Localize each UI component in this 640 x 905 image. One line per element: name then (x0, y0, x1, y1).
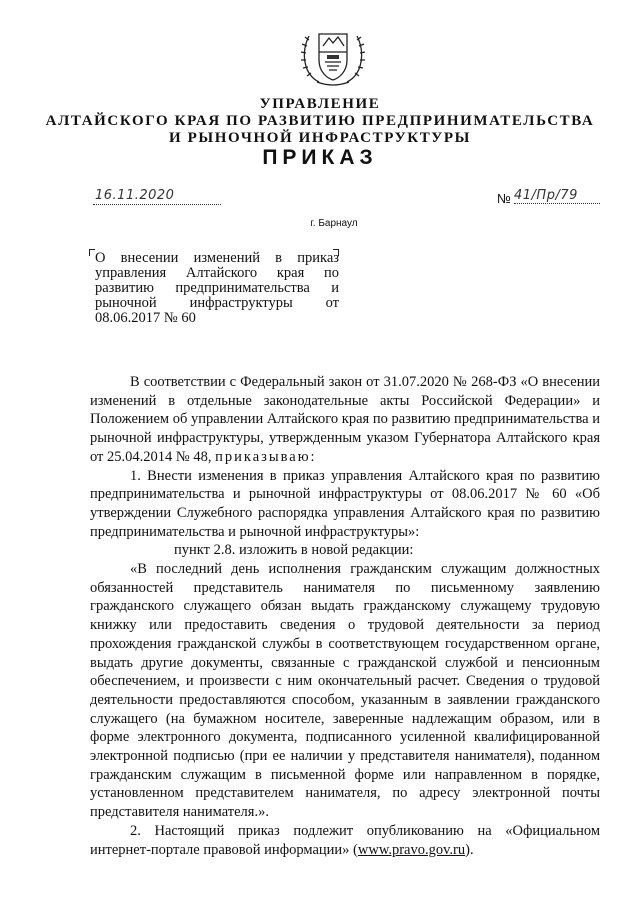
org-name-line-2: АЛТАЙСКОГО КРАЯ ПО РАЗВИТИЮ ПРЕДПРИНИМАТЕЛЬСТВА (45, 113, 595, 129)
org-name-line-3: И РЫНОЧНОЙ ИНФРАСТРУКТУРЫ (169, 130, 471, 146)
clause-2-end: ). (465, 841, 474, 858)
preamble-paragraph (90, 373, 600, 467)
order-keyword: приказываю: (215, 448, 317, 465)
order-body (90, 373, 600, 859)
order-subject: О внесении изменений в приказ управления Алтайского края по развитию предпринимательства и рыночной инфраструктуры от 08.06.2017 № 60 (95, 250, 339, 326)
city-name: г. Барнаул (310, 218, 358, 229)
preamble-text: В соответствии с Федеральный закон от 31.07.2020 № 268-ФЗ «О внесении изменений в отдельные законодательные акты Российской Федерации» и Положением об управлении Алтайского края по развитию предпринимательства и рыночной инфраструктуры, утвержденным указом Губернатора Алтайского края от 25.04.2014 № 48, (90, 374, 600, 465)
coat-of-arms-emblem (297, 22, 369, 90)
clause-1-quoted-text: «В последний день исполнения гражданским служащим должностных обязанностей представитель нанимателя по письменному заявлению гражданского служащего обязан выдать гражданскому служащему трудовую книжку или предоставить сведения о трудовой деятельности за период прохождения гражданской службы в соответствующем государственном органе, выдать другие документы, связанные с гражданской службой и пенсионным обеспечением, и произвести с ним окончательный расчет. Сведения о трудовой деятельности предоставляются способом, указанным в заявлении гражданского служащего (на бумажном носителе, заверенные надлежащим образом, или в форме электронного документа, подписанного усиленной квалифицированной электронной подписью (при ее наличии у представителя нанимателя), поданном гражданским служащим в письменной форме или направленном в порядке, установленном представителем нанимателя, по адресу электронной почты представителя нанимателя.». (90, 561, 600, 821)
clause-2-text: 2. Настоящий приказ подлежит опубликованию на «Официальном интернет-портале правовой информации» ( (90, 822, 600, 858)
clause-1-subpoint: пункт 2.8. изложить в новой редакции: (174, 542, 414, 559)
number-label: № (497, 191, 511, 206)
handwritten-date: 16.11.2020 (95, 188, 175, 203)
clause-2-paragraph (90, 822, 600, 859)
pravo-gov-link[interactable]: www.pravo.gov.ru (357, 841, 466, 858)
org-name-line-1: УПРАВЛЕНИЕ (259, 96, 381, 112)
handwritten-number: 41/Пр/79 (514, 188, 600, 204)
document-title: ПРИКАЗ (262, 146, 378, 169)
clause-1-paragraph: 1. Внести изменения в приказ управления Алтайского края по развитию предпринимательства и рыночной инфраструктуры от 08.06.2017 № 60 «Об утверждении Служебного распорядка управления Алтайского края по развитию предпринимательства и рыночной инфраструктуры»: (90, 467, 600, 540)
